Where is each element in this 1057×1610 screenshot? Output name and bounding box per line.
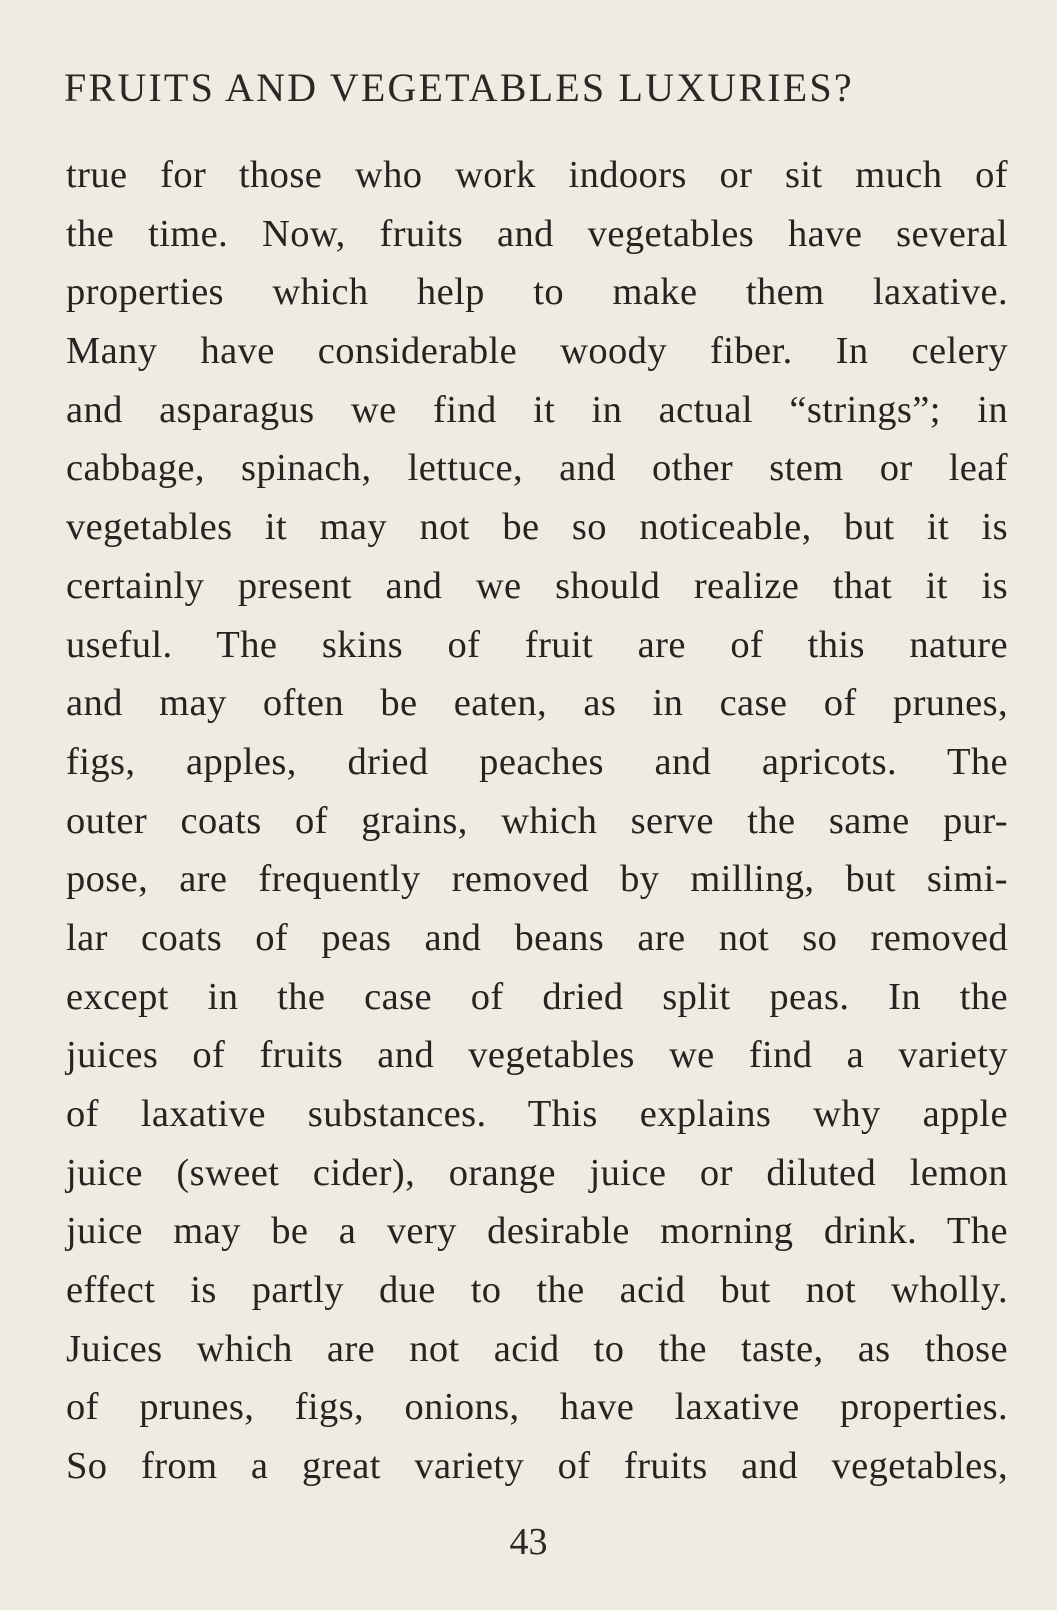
text-line: cabbage, spinach, lettuce, and other stem or leaf [66, 447, 1008, 490]
text-line: Juices which are not acid to the taste, as those [66, 1327, 1008, 1370]
text-line: true for those who work indoors or sit much of [66, 154, 1008, 196]
text-line: figs, apples, dried peaches and apricots. The [66, 740, 1008, 783]
text-line: vegetables it may not be so noticeable, but it is [66, 506, 1008, 549]
text-line: So from a great variety of fruits and vegetables, [66, 1445, 1008, 1488]
text-line: juice (sweet cider), orange juice or diluted lemon [66, 1151, 1008, 1194]
text-line: and may often be eaten, as in case of prunes, [66, 682, 1008, 725]
text-line: juice may be a very desirable morning drink. The [66, 1210, 1008, 1253]
text-line: juices of fruits and vegetables we find a variety [66, 1034, 1008, 1077]
text-line: and asparagus we find it in actual “strings”; in [66, 388, 1008, 431]
text-line: certainly present and we should realize that it is [66, 564, 1008, 607]
text-line: Many have considerable woody fiber. In celery [66, 330, 1008, 373]
text-line: lar coats of peas and beans are not so removed [66, 916, 1008, 959]
text-line: effect is partly due to the acid but not wholly. [66, 1269, 1008, 1312]
text-line: of laxative substances. This explains why apple [66, 1093, 1008, 1135]
page-number: 43 [509, 1521, 548, 1563]
text-line: properties which help to make them laxative. [66, 271, 1008, 314]
text-line: pose, are frequently removed by milling, but simi- [66, 858, 1008, 901]
body-text [66, 146, 1008, 1496]
text-line: of prunes, figs, onions, have laxative properties. [66, 1386, 1008, 1429]
text-line: outer coats of grains, which serve the same pur- [66, 799, 1008, 842]
running-head: FRUITS AND VEGETABLES LUXURIES? [64, 65, 854, 110]
text-line: useful. The skins of fruit are of this nature [66, 623, 1008, 666]
text-line: except in the case of dried split peas. In the [66, 975, 1008, 1018]
text-line: the time. Now, fruits and vegetables have several [66, 212, 1008, 255]
